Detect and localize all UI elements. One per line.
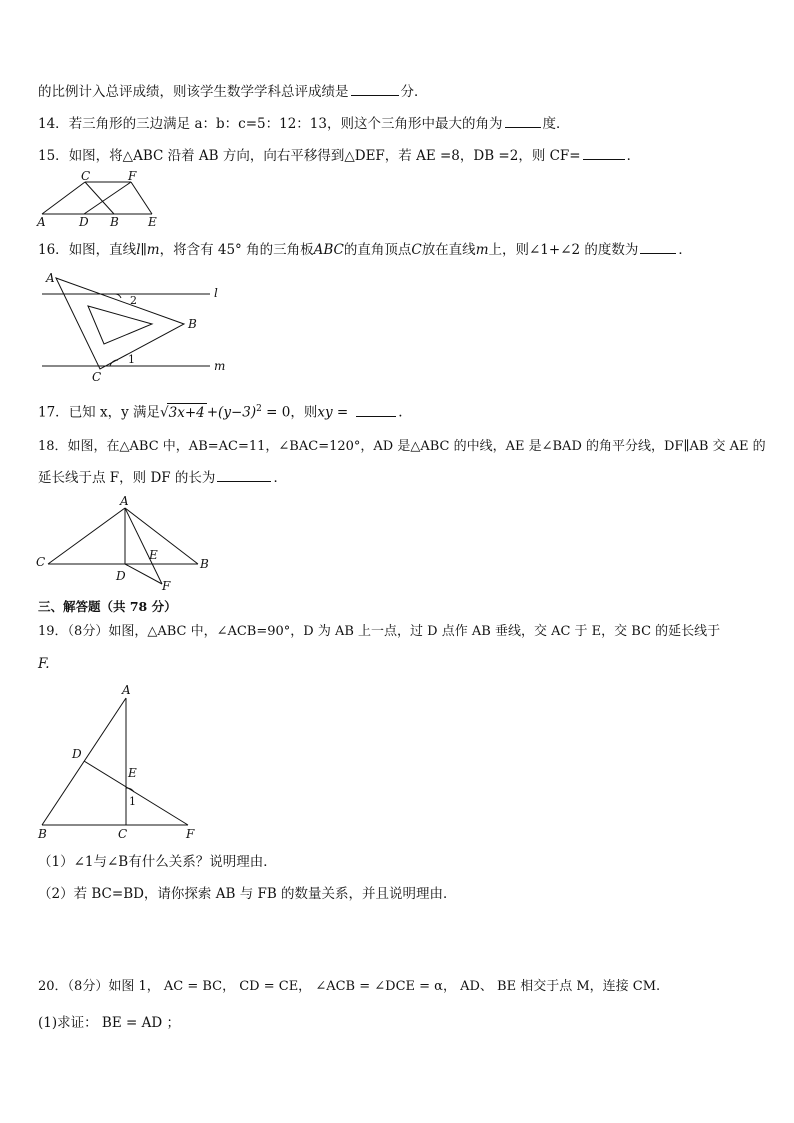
label-D: D: [116, 569, 126, 583]
question-17: 17．已知 x，y 满足$√3x+4 +(y-3)^2 = 0$，则xy = .: [38, 404, 403, 421]
line-l-symbol: l: [136, 242, 141, 258]
label-E: E: [149, 548, 158, 562]
q15-text: 如图，将△ABC 沿着 AB 方向，向右平移得到△DEF，若 AE =8，DB =2，则 CF=: [68, 148, 581, 164]
question-16: [38, 240, 692, 259]
angle-1-label: 1: [128, 353, 135, 366]
q18-tail: ．: [273, 470, 287, 486]
sqrt-radicand: 3x+4: [168, 404, 205, 421]
label-B: B: [38, 827, 47, 840]
q17-text: =: [332, 404, 349, 421]
answer-blank[interactable]: [351, 82, 399, 96]
triangle-abc-symbol: ABC: [313, 242, 344, 258]
parallel-symbol: ∥: [140, 242, 147, 258]
question-15: [38, 146, 640, 165]
q18-text: 延长线于点 F，则 DF 的长为: [38, 470, 216, 486]
q16-text: ，将含有 45° 角的三角板: [159, 242, 314, 258]
question-number: 18．: [38, 439, 68, 454]
q13-tail: 分．: [400, 84, 428, 100]
line-m-symbol: m: [475, 242, 489, 258]
q13-continuation: [38, 82, 428, 101]
label-B: B: [200, 557, 209, 571]
exponent: 2: [256, 404, 262, 414]
label-A: A: [120, 494, 129, 508]
q14-tail: 度．: [542, 116, 570, 132]
q13-text: 的比例计入总评成绩，则该学生数学学科总评成绩是: [38, 84, 349, 100]
angle-1-label: 1: [129, 795, 136, 808]
answer-blank[interactable]: [356, 403, 396, 417]
q18-figure: [30, 492, 220, 592]
angle-2-label: 2: [130, 294, 137, 307]
q18-text: 如图，在△ABC 中，AB=AC=11，∠BAC=120°，AD 是△ABC 的中线，AE 是∠BAD 的角平分线，DF∥AB 交 AE 的: [67, 439, 766, 454]
xy-symbol: xy: [317, 404, 333, 421]
answer-blank[interactable]: [505, 114, 541, 128]
label-B: B: [188, 317, 197, 331]
label-C: C: [36, 555, 46, 569]
label-A: A: [46, 271, 55, 285]
q16-tail: ．: [678, 242, 692, 258]
label-C: C: [92, 370, 102, 384]
q16-figure: [34, 266, 244, 386]
q15-tail: ．: [626, 148, 641, 164]
q19-text: （8分）如图，△ABC 中，∠ACB=90°，D 为 AB 上一点，过 D 点作 AB 垂线，交 AC 于 E，交 BC 的延长线于: [67, 624, 721, 639]
question-18-line1: [38, 438, 766, 456]
q16-text: 的直角顶点: [343, 242, 412, 258]
label-F: F: [128, 170, 137, 183]
q14-text: 若三角形的三边满足 a：b：c=5：12：13，则这个三角形中最大的角为: [68, 116, 503, 132]
q17-text: 已知 x，y 满足: [68, 404, 161, 421]
q19-figure: [34, 680, 214, 840]
question-number: 16．: [38, 242, 69, 258]
q17-expression: +(y−3): [206, 404, 257, 421]
question-18-line2: [38, 468, 287, 487]
label-E: E: [148, 215, 157, 229]
label-l: l: [214, 286, 218, 300]
answer-blank[interactable]: [583, 146, 625, 160]
answer-blank[interactable]: [217, 468, 271, 482]
label-A: A: [37, 215, 46, 229]
line-m-symbol: m: [146, 242, 160, 258]
section-heading: 三、解答题（共 78 分）: [38, 599, 177, 614]
q16-text: 上，则∠1+∠2 的度数为: [488, 242, 639, 258]
question-number: 20．: [38, 979, 68, 994]
q20-subquestion-1: (1)求证： BE = AD ；: [38, 1015, 180, 1031]
label-D: D: [79, 215, 89, 229]
q19-subquestion-1: （1）∠1与∠B有什么关系？说明理由．: [38, 854, 277, 870]
label-F: F: [162, 579, 171, 592]
q16-text: 放在直线: [421, 242, 476, 258]
answer-blank[interactable]: [640, 240, 676, 254]
point-c-symbol: C: [411, 242, 422, 258]
question-number: 14．: [38, 116, 69, 132]
question-19-line2: F.: [38, 656, 50, 672]
q17-equation: = 0，则: [261, 404, 318, 421]
label-B: B: [110, 215, 119, 229]
label-D: D: [72, 747, 82, 761]
label-A: A: [122, 683, 131, 697]
label-C: C: [118, 827, 128, 840]
question-20-line1: [38, 978, 660, 996]
label-m: m: [214, 359, 226, 373]
question-number: 19．: [38, 624, 68, 639]
q16-text: 如图，直线: [68, 242, 137, 258]
label-E: E: [128, 766, 137, 780]
label-F: F: [186, 827, 195, 840]
q17-tail: .: [398, 404, 403, 421]
question-number: 17．: [38, 404, 69, 421]
label-C: C: [81, 170, 91, 183]
question-number: 15．: [38, 148, 69, 164]
question-19-line1: [38, 623, 720, 641]
question-14: [38, 114, 570, 133]
q19-subquestion-2: （2）若 BC=BD，请你探索 AB 与 FB 的数量关系，并且说明理由．: [38, 886, 457, 902]
q15-figure: [34, 170, 164, 230]
q20-text: （8分）如图 1， AC = BC， CD = CE， ∠ACB = ∠DCE = α， AD、 BE 相交于点 M，连接 CM.: [67, 979, 661, 994]
